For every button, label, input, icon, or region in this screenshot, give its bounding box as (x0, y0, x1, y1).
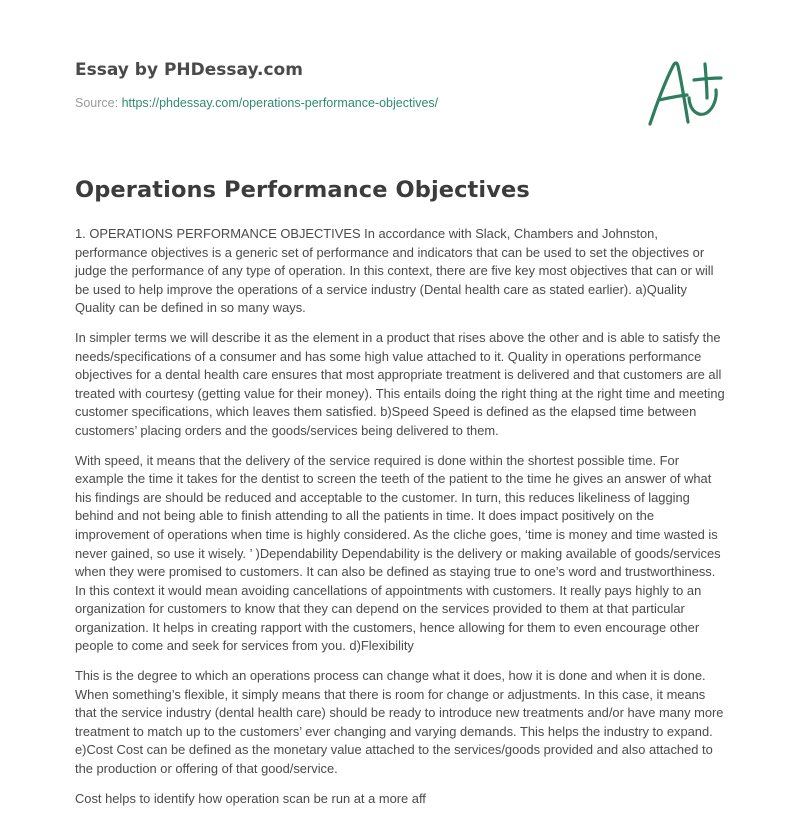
essay-body (75, 225, 727, 819)
essay-paragraph: Cost helps to identify how operation scan be run at a more aff (75, 790, 426, 806)
essay-title: Operations Performance Objectives (75, 177, 530, 203)
essay-paragraph: This is the degree to which an operations process can change what it does, how it is done and when it is done. When something’s flexible, it simply means that there is room for change or adjustments. In this case, it means that the service industry (dental health care) should be ready to introduce new treatments and/or have many more treatment to match up to the customers’ ever changing and varying demands. This helps the industry to expand. e)Cost Cost can be defined as the monetary value attached to the services/goods provided and also attached to the production or offering of that good/service. (75, 668, 724, 777)
a-plus-logo-icon (642, 54, 728, 130)
brand-title: Essay by PHDessay.com (75, 60, 303, 80)
essay-paragraph: 1. OPERATIONS PERFORMANCE OBJECTIVES In accordance with Slack, Chambers and Johnston, performance objectives is a generic set of performance and indicators that can be used to set the objectives or judge the performance of any type of operation. In this context, there are five key most objectives that can or will be used to help improve the operations of a service industry (Dental health care as stated earlier). a)Quality Quality can be defined in so many ways. (75, 226, 714, 316)
source-link[interactable]: https://phdessay.com/operations-performance-objectives/ (121, 96, 439, 110)
source-label: Source: (75, 96, 122, 110)
essay-paragraph: With speed, it means that the delivery of the service required is done within the shortest possible time. For example the time it takes for the dentist to screen the teeth of the patient to the time he gives an answer of what his findings are should be reduced and acceptable to the customer. In turn, this reduces likeliness of lagging behind and not being able to finish attending to all the patients in time. It does impact positively on the improvement of operations when time is highly considered. As the cliche goes, ‘time is money and time wasted is never gained, so use it wisely. ’ )Dependability Dependability is the delivery or making available of goods/services when they were promised to customers. It can also be defined as staying true to one’s word and trustworthiness. In this context it would mean avoiding cancellations of appointments with customers. It really pays highly to an organization for customers to know that they can depend on the services provided to them at that particular organization. It helps in creating rapport with the customers, hence allowing for them to even encourage other people to come and seek for services from you. d)Flexibility (75, 452, 721, 654)
source-line (75, 95, 635, 111)
essay-paragraph: In simpler terms we will describe it as the element in a product that rises above the other and is able to satisfy the needs/specifications of a consumer and has some high value attached to it. Quality in operations performance objectives for a dental health care ensures that most appropriate treatment is delivered and that customers are all treated with courtesy (getting value for their money). This entails doing the right thing at the right time and meeting customer specifications, which leaves them satisfied. b)Speed Speed is defined as the elapsed time between customers’ placing orders and the goods/services being delivered to them. (75, 329, 725, 438)
page-header (75, 58, 635, 111)
